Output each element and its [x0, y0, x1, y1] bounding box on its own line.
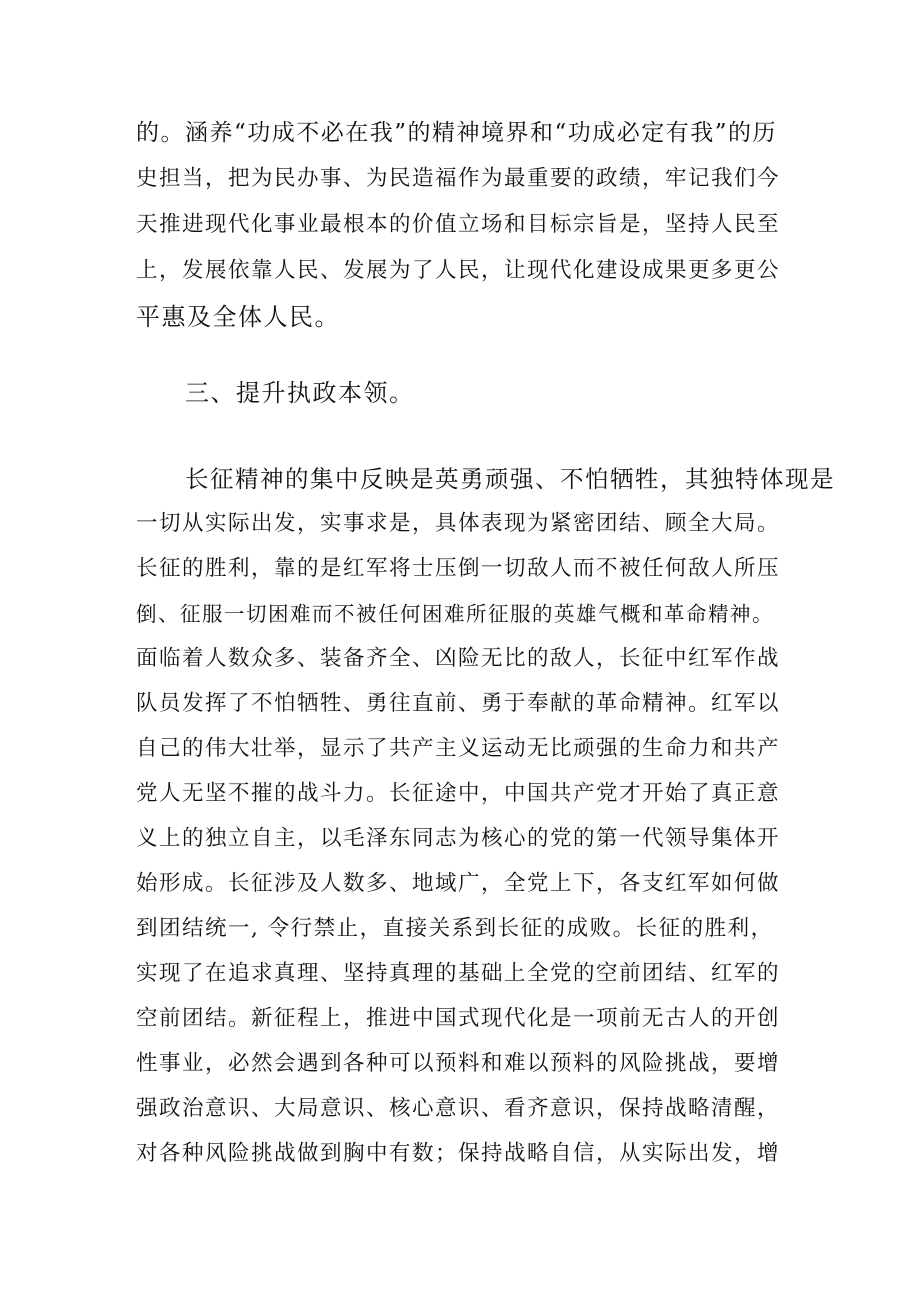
text-line: 自己的伟大壮举，显示了共产主义运动无比顽强的生命力和共产: [136, 736, 781, 761]
text-line: 队员发挥了不怕牺牲、勇往直前、勇于奉献的革命精神。红军以: [136, 691, 781, 716]
section-heading: 三、提升执政本领。: [185, 379, 415, 407]
text-line: 始形成。长征涉及人数多、地域广，全党上下，各支红军如何做: [136, 871, 781, 896]
text-line: 到团结统一, 令行禁止，直接关系到长征的成败。长征的胜利，: [136, 916, 774, 941]
text-line: 党人无坚不摧的战斗力。长征途中，中国共产党才开始了真正意: [136, 781, 781, 806]
text-line: 性事业，必然会遇到各种可以预料和难以预料的风险挑战，要增: [136, 1051, 781, 1076]
text-line: 义上的独立自主，以毛泽东同志为核心的党的第一代领导集体开: [136, 826, 781, 851]
text-line: 一切从实际出发，实事求是，具体表现为紧密团结、顾全大局。: [136, 511, 781, 536]
text-line: 倒、征服一切困难而不被任何困难所征服的英雄气概和革命精神。: [136, 602, 774, 626]
text-line: 对各种风险挑战做到胸中有数；保持战略自信，从实际出发，增: [136, 1141, 781, 1166]
text-line: 长征的胜利，靠的是红军将士压倒一切敌人而不被任何敌人所压: [136, 556, 781, 581]
text-line: 空前团结。新征程上，推进中国式现代化是一项前无古人的开创: [136, 1006, 781, 1031]
text-line: 实现了在追求真理、坚持真理的基础上全党的空前团结、红军的: [136, 961, 781, 986]
text-line: 平惠及全体人民。: [136, 303, 340, 331]
text-line: 长征精神的集中反映是英勇顽强、不怕牺牲，其独特体现是: [185, 465, 835, 493]
text-line: 史担当，把为民办事、为民造福作为最重要的政绩，牢记我们今: [136, 166, 781, 191]
text-line: 天推进现代化事业最根本的价值立场和目标宗旨是，坚持人民至: [136, 212, 781, 237]
text-line: 上，发展依靠人民、发展为了人民，让现代化建设成果更多更公: [136, 258, 781, 283]
text-line: 的。涵养“功成不必在我”的精神境界和“功成必定有我”的历: [136, 120, 778, 146]
text-line: 强政治意识、大局意识、核心意识、看齐意识，保持战略清醒，: [136, 1096, 781, 1121]
text-line: 面临着人数众多、装备齐全、凶险无比的敌人，长征中红军作战: [136, 646, 781, 671]
